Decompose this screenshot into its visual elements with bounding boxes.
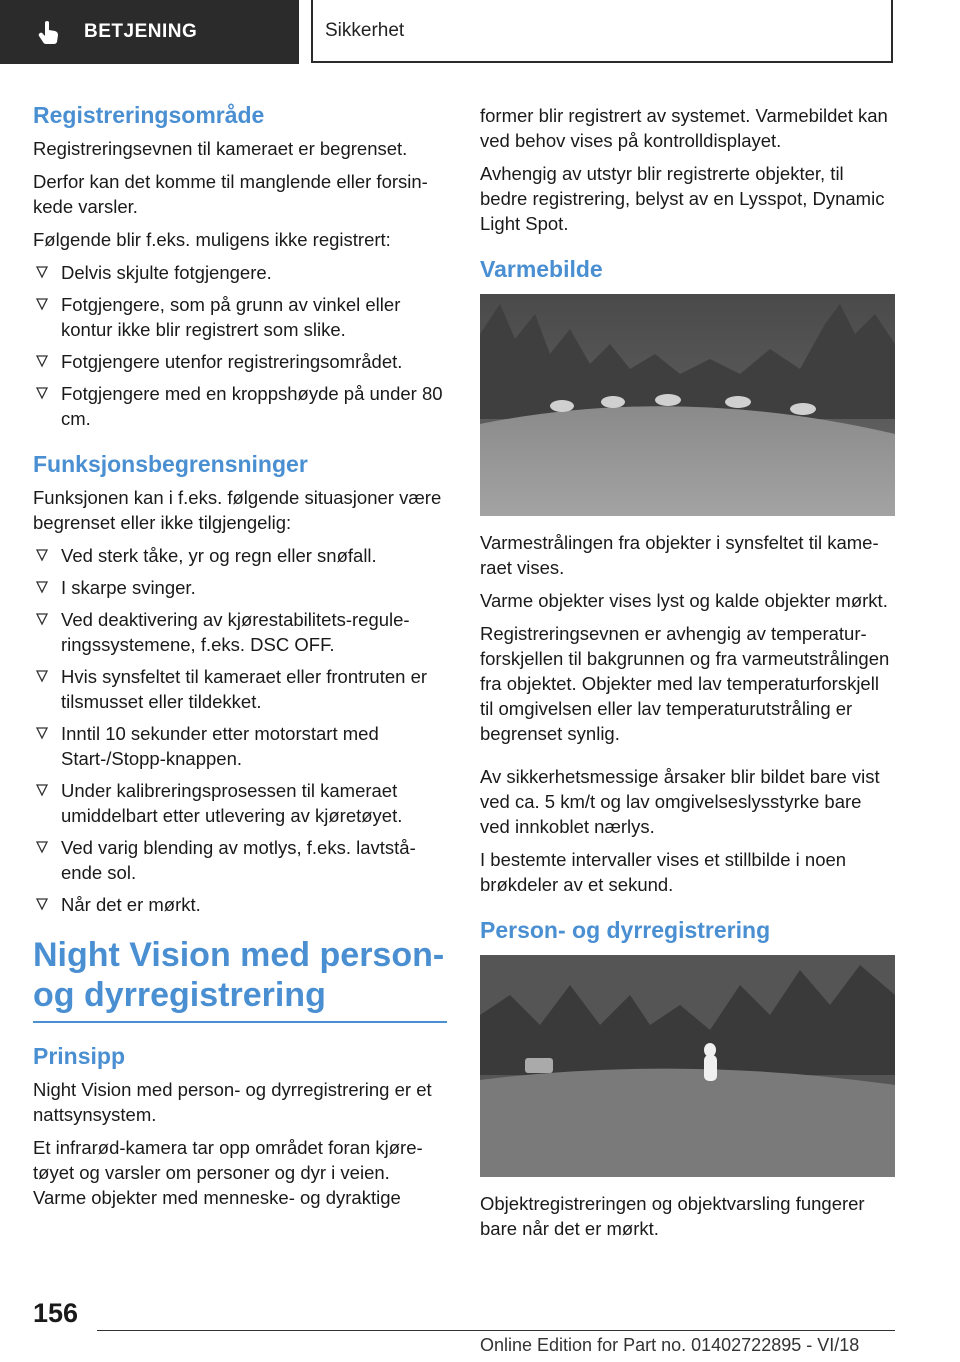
list-item: Ved deaktivering av kjørestabilitets-reguleringssystemene, f.eks. DSC OFF. <box>33 607 447 657</box>
triangle-bullet-icon <box>35 578 49 598</box>
right-column <box>480 103 895 1249</box>
heading-varmebilde: Varmebilde <box>480 256 603 282</box>
left-column <box>33 100 447 1218</box>
triangle-bullet-icon <box>35 724 49 744</box>
list-item: Når det er mørkt. <box>33 892 447 917</box>
paragraph: Derfor kan det komme til manglende eller forsinkede varsler. <box>33 171 428 217</box>
heading-person-dyrregistrering: Person- og dyrregistrering <box>480 917 771 943</box>
triangle-bullet-icon <box>35 295 49 315</box>
paragraph: Registreringsevnen til kameraet er begrenset. <box>33 138 408 159</box>
heading-night-vision: Night Vision med person- og dyrregistrering <box>33 935 447 1023</box>
thermal-image-animals <box>480 294 895 516</box>
list-item: I skarpe svinger. <box>33 575 447 600</box>
heading-funksjonsbegrensninger: Funksjonsbegrensninger <box>33 451 308 477</box>
paragraph: Registreringsevnen er avhengig av temperaturforskjellen til bakgrunnen og fra varmeutstrålingen fra objektet. Objekter med lav temperaturforskjell til omgivelsen eller lav temperaturutstråling er begrenset synlig. <box>480 623 890 744</box>
list-item: Ved varig blending av motlys, f.eks. lavtstående sol. <box>33 835 447 885</box>
list-limitations <box>33 543 447 917</box>
list-item: Hvis synsfeltet til kameraet eller frontruten er tilsmusset eller tildekket. <box>33 664 447 714</box>
edition-footer: Online Edition for Part no. 01402722895 - VI/18 <box>480 1335 860 1355</box>
section-tab <box>0 0 299 64</box>
paragraph: Funksjonen kan i f.eks. følgende situasjoner være begrenset eller ikke tilgjengelig: <box>33 487 442 533</box>
topic-tab <box>311 0 893 63</box>
topic-tab-label: Sikkerhet <box>325 19 405 41</box>
paragraph: Av sikkerhetsmessige årsaker blir bildet bare vist ved ca. 5 km/t og lav omgivelseslysstyrke bare ved innkoblet nærlys. <box>480 766 880 837</box>
triangle-bullet-icon <box>35 263 49 283</box>
section-tab-label: BETJENING <box>84 21 198 42</box>
list-item: Inntil 10 sekunder etter motorstart med Start-/Stopp-knappen. <box>33 721 447 771</box>
triangle-bullet-icon <box>35 838 49 858</box>
triangle-bullet-icon <box>35 895 49 915</box>
triangle-bullet-icon <box>35 610 49 630</box>
footer-divider <box>97 1330 895 1331</box>
list-item: Delvis skjulte fotgjengere. <box>33 260 447 285</box>
triangle-bullet-icon <box>35 384 49 404</box>
paragraph: Varmestrålingen fra objekter i synsfeltet til kameraet vises. <box>480 532 879 578</box>
paragraph: Varme objekter vises lyst og kalde objekter mørkt. <box>480 590 888 611</box>
list-item: Ved sterk tåke, yr og regn eller snøfall. <box>33 543 447 568</box>
hand-pointer-icon <box>36 19 62 45</box>
heading-prinsipp: Prinsipp <box>33 1043 126 1069</box>
list-item: Fotgjengere, som på grunn av vinkel eller kontur ikke blir registrert som slike. <box>33 292 447 342</box>
triangle-bullet-icon <box>35 667 49 687</box>
paragraph: Objektregistreringen og objektvarsling fungerer bare når det er mørkt. <box>480 1193 865 1239</box>
triangle-bullet-icon <box>35 352 49 372</box>
list-not-registered <box>33 260 447 431</box>
paragraph: Night Vision med person- og dyrregistrering er et nattsynsystem. <box>33 1079 432 1125</box>
paragraph: Avhengig av utstyr blir registrerte objekter, til bedre registrering, belyst av en Lysspot, Dynamic Light Spot. <box>480 163 885 234</box>
page-number: 156 <box>33 1298 79 1328</box>
paragraph: former blir registrert av systemet. Varmebildet kan ved behov vises på kontrolldisplayet. <box>480 105 888 151</box>
list-item: Fotgjengere med en kroppshøyde på under 80 cm. <box>33 381 447 431</box>
heading-registreringsomrade: Registreringsområde <box>33 102 265 128</box>
thermal-image-pedestrian <box>480 955 895 1177</box>
list-item: Under kalibreringsprosessen til kameraet umiddelbart etter utlevering av kjøretøyet. <box>33 778 447 828</box>
paragraph: Følgende blir f.eks. muligens ikke registrert: <box>33 229 391 250</box>
paragraph: Et infrarød-kamera tar opp området foran kjøretøyet og varsler om personer og dyr i veien. Varme objekter med menneske- og dyraktige <box>33 1137 423 1208</box>
list-item: Fotgjengere utenfor registreringsområdet. <box>33 349 447 374</box>
triangle-bullet-icon <box>35 781 49 801</box>
triangle-bullet-icon <box>35 546 49 566</box>
paragraph: I bestemte intervaller vises et stillbilde i noen brøkdeler av et sekund. <box>480 849 847 895</box>
